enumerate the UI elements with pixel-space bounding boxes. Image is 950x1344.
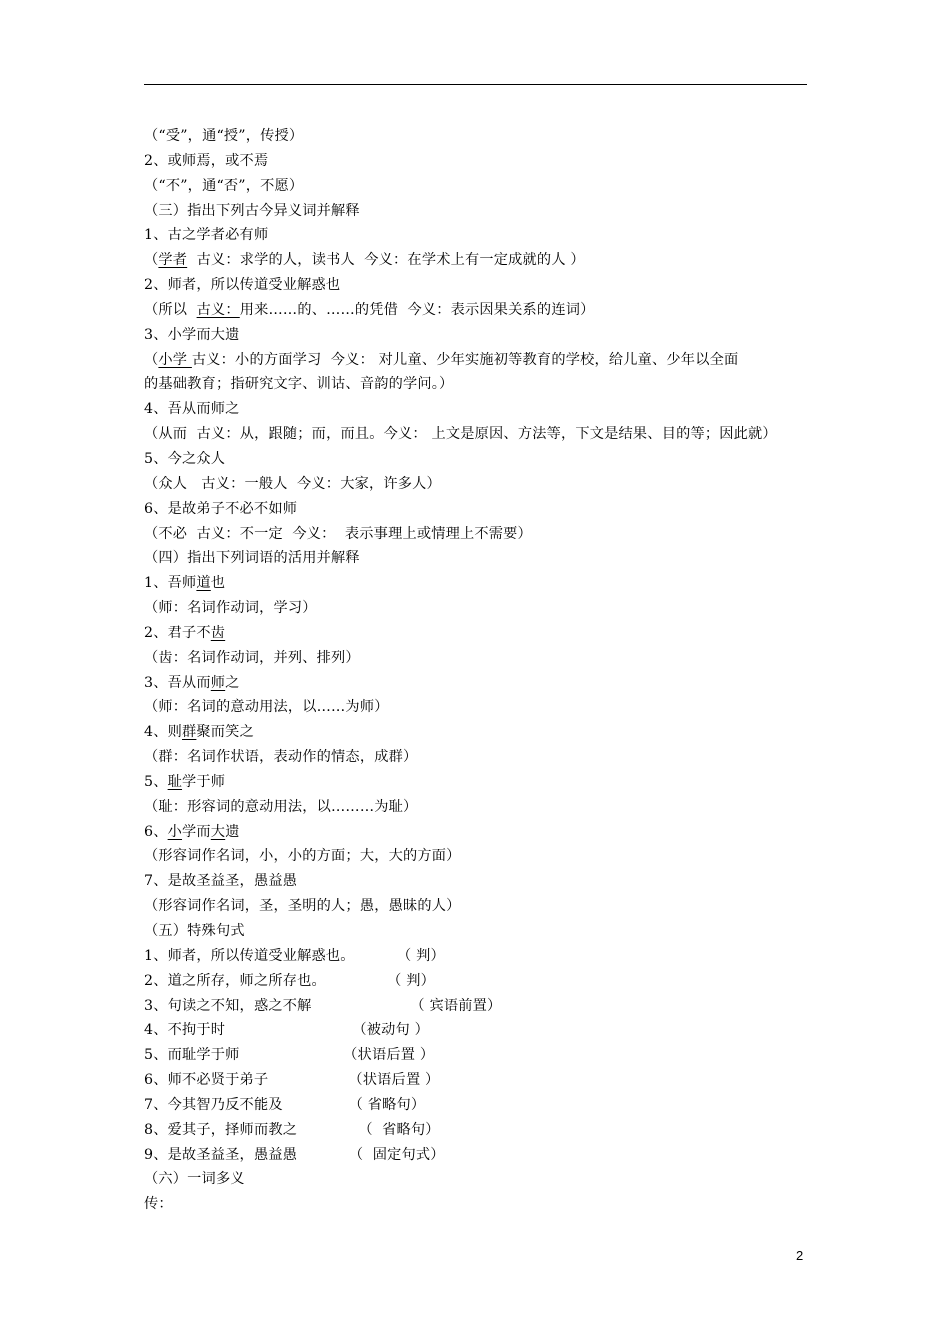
text-line (144, 695, 814, 720)
text-line (144, 969, 814, 994)
text-line (144, 869, 814, 894)
text-line (144, 1167, 814, 1192)
underlined-term: 耻 (167, 773, 183, 790)
text-line (144, 919, 814, 944)
text-line (144, 1118, 814, 1143)
text-line (144, 372, 814, 397)
text-line (144, 795, 814, 820)
line-text: 传： (144, 1196, 173, 1213)
line-text: 4、则 (144, 724, 183, 741)
text-line (144, 844, 814, 869)
line-text: 7、今其智乃反不能及 （ 省略句） (144, 1096, 426, 1113)
line-text: 2、或师焉，或不焉 (144, 152, 269, 169)
underlined-term: 小 (167, 823, 183, 840)
text-line (144, 422, 814, 447)
line-text: （不必 古义：不一定 今义： 表示事理上或情理上不需要） (144, 525, 532, 542)
line-text: 用来……的、……的凭借 今义：表示因果关系的连词） (239, 301, 595, 318)
line-text: （群：名词作状语，表动作的情态，成群） (144, 749, 418, 766)
text-line (144, 199, 814, 224)
line-text: 学而 (182, 823, 211, 840)
line-text: 的基础教育；指研究文字、训诂、音韵的学问。） (144, 376, 454, 393)
line-text: （众人 古义：一般人 今义：大家，许多人） (144, 475, 441, 492)
text-line (144, 994, 814, 1019)
line-text: 3、吾从而 (144, 674, 211, 691)
underlined-term: 群 (182, 724, 197, 741)
page-number: 2 (796, 1248, 804, 1263)
line-text: 5、而耻学于师 （状语后置 ） (144, 1047, 435, 1064)
line-text: 也 (210, 575, 226, 592)
underlined-term: 小学 (158, 351, 192, 368)
line-text: 7、是故圣益圣，愚益愚 (144, 873, 298, 890)
line-text: 古义：小的方面学习 今义： 对儿童、少年实施初等教育的学校，给儿童、少年以全面 (191, 351, 739, 368)
underlined-term: 学者 (158, 252, 188, 269)
text-line (144, 323, 814, 348)
line-text: （ (144, 351, 159, 368)
line-text: （从而 古义：从，跟随；而，而且。今义： 上文是原因、方法等，下文是结果、目的等；因此就） (144, 426, 777, 443)
line-text: 5、 (144, 773, 168, 790)
line-text: （六）一词多义 (144, 1171, 245, 1188)
text-line (144, 397, 814, 422)
line-text: 2、道之所存，师之所存也。 （ 判） (144, 972, 435, 989)
text-line (144, 646, 814, 671)
text-line (144, 546, 814, 571)
text-line (144, 174, 814, 199)
text-line (144, 1093, 814, 1118)
text-line (144, 770, 814, 795)
underlined-term: 大 (210, 823, 226, 840)
text-line (144, 944, 814, 969)
text-line (144, 621, 814, 646)
line-text: 4、不拘于时 （被动句 ） (144, 1022, 429, 1039)
text-line (144, 596, 814, 621)
line-text: 8、爱其子，择师而教之 （ 省略句） (144, 1121, 440, 1138)
line-text: （四）指出下列词语的活用并解释 (144, 550, 360, 567)
text-line (144, 124, 814, 149)
text-line (144, 1192, 814, 1217)
line-text: 4、吾从而师之 (144, 401, 240, 418)
line-text: 古义：求学的人，读书人 今义：在学术上有一定成就的人 ） (187, 252, 585, 269)
text-line (144, 248, 814, 273)
text-line (144, 497, 814, 522)
text-line (144, 522, 814, 547)
text-line (144, 720, 814, 745)
underlined-term: 古义： (196, 301, 240, 318)
text-line (144, 149, 814, 174)
line-text: （所以 (144, 301, 197, 318)
line-text: 2、师者，所以传道受业解惑也 (144, 277, 341, 294)
line-text: 3、小学而大遗 (144, 326, 240, 343)
line-text: （形容词作名词，小，小的方面；大，大的方面） (144, 848, 461, 865)
text-line (144, 1043, 814, 1068)
line-text: 遗 (225, 823, 240, 840)
text-line (144, 1018, 814, 1043)
line-text: 聚而笑之 (196, 724, 254, 741)
line-text: 之 (225, 674, 240, 691)
line-text: （形容词作名词，圣，圣明的人；愚，愚昧的人） (144, 898, 461, 915)
text-line (144, 472, 814, 497)
line-text: 6、师不必贤于弟子 （状语后置 ） (144, 1072, 440, 1089)
text-line (144, 571, 814, 596)
line-text: 2、君子不 (144, 624, 211, 641)
underlined-term: 齿 (210, 624, 226, 641)
header-rule (144, 84, 807, 85)
line-text: （耻：形容词的意动用法，以………为耻） (144, 798, 418, 815)
line-text: （三）指出下列古今异义词并解释 (144, 202, 360, 219)
line-text: 1、吾师 (144, 575, 197, 592)
text-line (144, 671, 814, 696)
line-text: 学于师 (182, 773, 226, 790)
text-line (144, 223, 814, 248)
line-text: （“不”，通“否”，不愿） (144, 177, 304, 194)
text-line (144, 447, 814, 472)
text-line (144, 745, 814, 770)
underlined-term: 道 (196, 575, 211, 592)
text-line (144, 273, 814, 298)
line-text: 1、古之学者必有师 (144, 227, 269, 244)
line-text: （ (144, 252, 159, 269)
line-text: （“受”，通“授”，传授） (144, 128, 304, 144)
line-text: 6、是故弟子不必不如师 (144, 500, 298, 517)
text-line (144, 820, 814, 845)
document-body (144, 124, 814, 1217)
text-line (144, 894, 814, 919)
text-line (144, 1068, 814, 1093)
text-line (144, 348, 814, 373)
underlined-term: 师 (210, 674, 226, 691)
line-text: 5、今之众人 (144, 450, 226, 467)
line-text: 3、句读之不知，惑之不解 （ 宾语前置） (144, 997, 502, 1014)
line-text: （师：名词作动词，学习） (144, 600, 317, 617)
line-text: （师：名词的意动用法，以……为师） (144, 699, 389, 716)
line-text: （齿：名词作动词，并列、排列） (144, 649, 360, 666)
line-text: 9、是故圣益圣，愚益愚 （ 固定句式） (144, 1146, 445, 1163)
line-text: 1、师者，所以传道受业解惑也。 （ 判） (144, 947, 445, 964)
line-text: 6、 (144, 823, 168, 840)
text-line (144, 1143, 814, 1168)
line-text: （五）特殊句式 (144, 923, 245, 939)
text-line (144, 298, 814, 323)
